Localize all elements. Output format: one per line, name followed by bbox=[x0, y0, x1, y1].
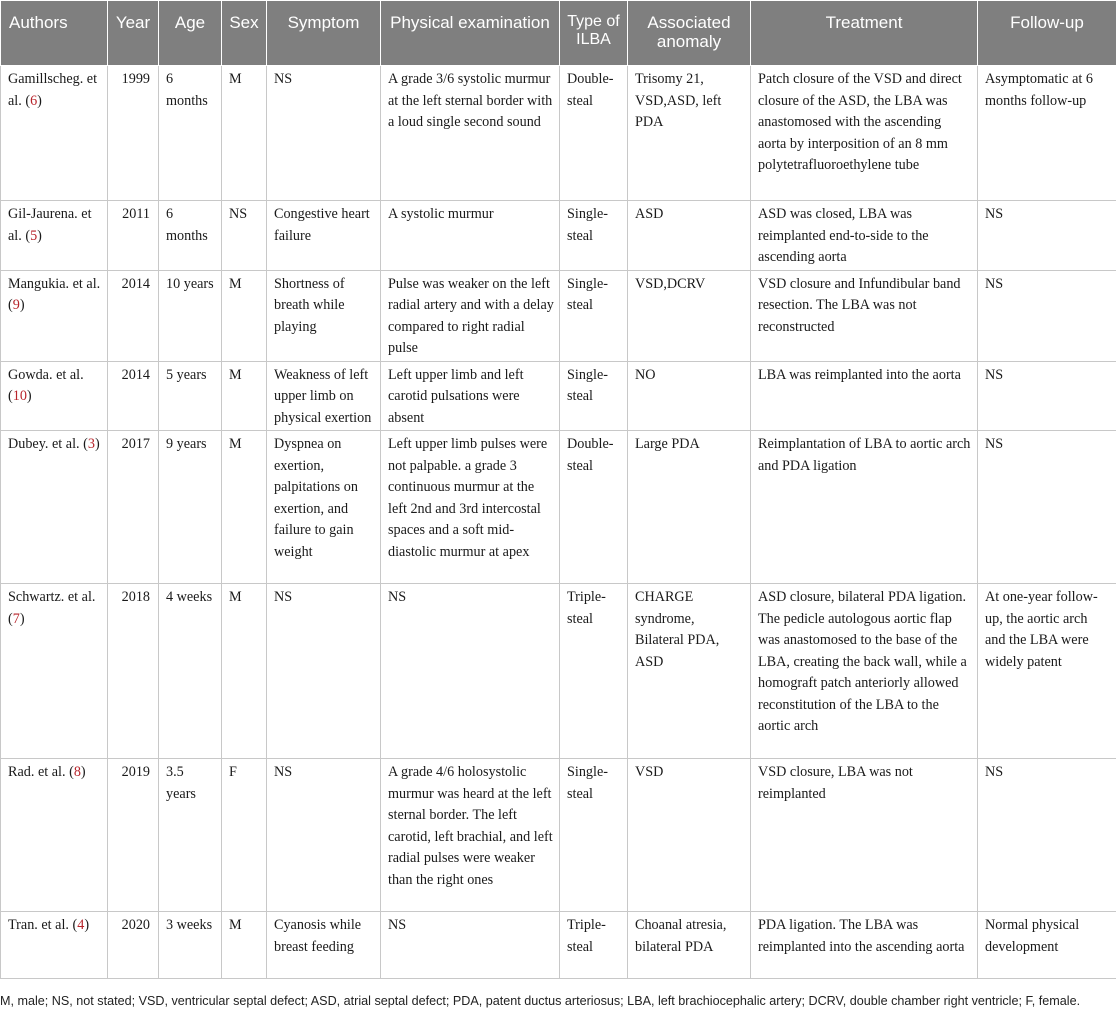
cell-treatment: VSD closure, LBA was not reimplanted bbox=[751, 759, 978, 912]
cell-symptom: Cyanosis while breast feeding bbox=[267, 912, 381, 979]
table-row bbox=[1, 431, 1116, 584]
cell-follow-up: At one-year follow-up, the aortic arch and the LBA were widely patent bbox=[978, 584, 1116, 759]
cell-treatment: VSD closure and Infundibular band resection. The LBA was not reconstructed bbox=[751, 270, 978, 361]
cell-author: Gowda. et al. (10) bbox=[1, 361, 108, 431]
cell-year: 2020 bbox=[108, 912, 159, 979]
cell-physical-exam: Pulse was weaker on the left radial artery and with a delay compared to right radial pulse bbox=[381, 270, 560, 361]
cell-age: 6 months bbox=[159, 201, 222, 271]
cell-sex: M bbox=[222, 431, 267, 584]
cell-sex: M bbox=[222, 66, 267, 201]
cell-treatment: ASD closure, bilateral PDA ligation. The pedicle autologous aortic flap was anastomosed to the base of the LBA, creating the back wall, while a homograft patch anteriorly allowed reconstitution of the LBA to the aortic arch bbox=[751, 584, 978, 759]
cell-symptom: Shortness of breath while playing bbox=[267, 270, 381, 361]
cell-follow-up: NS bbox=[978, 270, 1116, 361]
reference-link[interactable]: 6 bbox=[30, 92, 38, 109]
reference-link[interactable]: 3 bbox=[87, 436, 95, 452]
reference-link[interactable]: 4 bbox=[77, 917, 85, 933]
cell-type: Triple-steal bbox=[560, 584, 628, 759]
cell-year: 2019 bbox=[108, 759, 159, 912]
cell-type: Triple-steal bbox=[560, 912, 628, 979]
cell-author: Tran. et al. (4) bbox=[1, 912, 108, 979]
cell-treatment: PDA ligation. The LBA was reimplanted into the ascending aorta bbox=[751, 912, 978, 979]
author-name: Gil-Jaurena. et al. bbox=[8, 206, 92, 244]
reference-link[interactable]: 5 bbox=[30, 227, 38, 244]
cell-age: 3 weeks bbox=[159, 912, 222, 979]
table-row bbox=[1, 201, 1116, 271]
author-name: Dubey. et al. bbox=[8, 436, 80, 452]
cell-anomaly: Large PDA bbox=[628, 431, 751, 584]
cell-anomaly: Trisomy 21, VSD,ASD, left PDA bbox=[628, 66, 751, 201]
cell-type: Single-steal bbox=[560, 759, 628, 912]
cell-physical-exam: A grade 3/6 systolic murmur at the left sternal border with a loud single second sound bbox=[381, 66, 560, 201]
header-authors: Authors bbox=[1, 1, 108, 66]
cell-author: Dubey. et al. (3) bbox=[1, 431, 108, 584]
cell-physical-exam: Left upper limb pulses were not palpable. a grade 3 continuous murmur at the left 2nd and 3rd intercostal spaces and a soft mid-diastolic murmur at apex bbox=[381, 431, 560, 584]
cell-year: 2017 bbox=[108, 431, 159, 584]
cell-author: Mangukia. et al. (9) bbox=[1, 270, 108, 361]
cell-treatment: Reimplantation of LBA to aortic arch and PDA ligation bbox=[751, 431, 978, 584]
cell-age: 4 weeks bbox=[159, 584, 222, 759]
header-row bbox=[1, 1, 1116, 66]
cell-anomaly: VSD,DCRV bbox=[628, 270, 751, 361]
cell-anomaly: NO bbox=[628, 361, 751, 431]
cell-sex: M bbox=[222, 361, 267, 431]
cell-type: Double-steal bbox=[560, 66, 628, 201]
header-treatment: Treatment bbox=[751, 1, 978, 66]
cell-treatment: Patch closure of the VSD and direct closure of the ASD, the LBA was anastomosed with the ascending aorta by interposition of an 8 mm polytetrafluoroethylene tube bbox=[751, 66, 978, 201]
cell-follow-up: NS bbox=[978, 759, 1116, 912]
cell-type: Single-steal bbox=[560, 270, 628, 361]
cell-year: 2018 bbox=[108, 584, 159, 759]
header-year: Year bbox=[108, 1, 159, 66]
author-name: Schwartz. et al. bbox=[8, 589, 96, 605]
reference-link[interactable]: 10 bbox=[12, 388, 27, 404]
table-row bbox=[1, 361, 1116, 431]
cell-author: Rad. et al. (8) bbox=[1, 759, 108, 912]
author-name: Gowda. et al. bbox=[8, 366, 84, 383]
cell-year: 2014 bbox=[108, 270, 159, 361]
cell-age: 3.5 years bbox=[159, 759, 222, 912]
cell-sex: M bbox=[222, 584, 267, 759]
cell-physical-exam: A systolic murmur bbox=[381, 201, 560, 271]
cell-symptom: Dyspnea on exertion, palpitations on exertion, and failure to gain weight bbox=[267, 431, 381, 584]
cell-age: 9 years bbox=[159, 431, 222, 584]
header-associated-anomaly: Associated anomaly bbox=[628, 1, 751, 66]
cell-treatment: ASD was closed, LBA was reimplanted end-to-side to the ascending aorta bbox=[751, 201, 978, 271]
cell-follow-up: NS bbox=[978, 201, 1116, 271]
cell-year: 2014 bbox=[108, 361, 159, 431]
cell-type: Single-steal bbox=[560, 361, 628, 431]
cell-anomaly: Choanal atresia, bilateral PDA bbox=[628, 912, 751, 979]
cell-anomaly: VSD bbox=[628, 759, 751, 912]
header-type-ilba: Type of ILBA bbox=[560, 1, 628, 66]
table-footnote: M, male; NS, not stated; VSD, ventricular septal defect; ASD, atrial septal defect; PDA, patent ductus arteriosus; LBA, left brachiocephalic artery; DCRV, double chamber right ventricle; F, female. bbox=[0, 994, 1081, 1008]
author-name: Tran. et al. bbox=[8, 917, 69, 933]
cell-age: 6 months bbox=[159, 66, 222, 201]
cell-anomaly: ASD bbox=[628, 201, 751, 271]
cell-symptom: NS bbox=[267, 584, 381, 759]
cell-symptom: Congestive heart failure bbox=[267, 201, 381, 271]
reference-link[interactable]: 9 bbox=[12, 297, 20, 313]
cell-physical-exam: NS bbox=[381, 584, 560, 759]
author-name: Rad. et al. bbox=[8, 764, 66, 780]
table-row bbox=[1, 66, 1116, 201]
cell-anomaly: CHARGE syndrome, Bilateral PDA, ASD bbox=[628, 584, 751, 759]
header-age: Age bbox=[159, 1, 222, 66]
header-follow-up: Follow-up bbox=[978, 1, 1116, 66]
cell-year: 2011 bbox=[108, 201, 159, 271]
cell-type: Single-steal bbox=[560, 201, 628, 271]
cell-symptom: NS bbox=[267, 66, 381, 201]
table-row bbox=[1, 584, 1116, 759]
cell-type: Double-steal bbox=[560, 431, 628, 584]
cell-follow-up: Normal physical development bbox=[978, 912, 1116, 979]
cell-year: 1999 bbox=[108, 66, 159, 201]
cell-follow-up: NS bbox=[978, 431, 1116, 584]
cell-follow-up: NS bbox=[978, 361, 1116, 431]
cell-age: 10 years bbox=[159, 270, 222, 361]
header-physical-exam: Physical examination bbox=[381, 1, 560, 66]
cell-treatment: LBA was reimplanted into the aorta bbox=[751, 361, 978, 431]
table-row bbox=[1, 759, 1116, 912]
table-row bbox=[1, 270, 1116, 361]
cell-sex: F bbox=[222, 759, 267, 912]
cell-physical-exam: NS bbox=[381, 912, 560, 979]
cell-author: Gil-Jaurena. et al. (5) bbox=[1, 201, 108, 271]
table-row bbox=[1, 912, 1116, 979]
cell-follow-up: Asymptomatic at 6 months follow-up bbox=[978, 66, 1116, 201]
author-name: Gamillscheg. et al. bbox=[8, 71, 98, 109]
reference-link[interactable]: 8 bbox=[73, 764, 81, 780]
reference-link[interactable]: 7 bbox=[12, 610, 20, 627]
header-symptom: Symptom bbox=[267, 1, 381, 66]
header-sex: Sex bbox=[222, 1, 267, 66]
cell-author: Schwartz. et al. (7) bbox=[1, 584, 108, 759]
cell-physical-exam: A grade 4/6 holosystolic murmur was heard at the left sternal border. The left carotid, left brachial, and left radial pulses were weaker than the right ones bbox=[381, 759, 560, 912]
cell-sex: M bbox=[222, 270, 267, 361]
cell-sex: M bbox=[222, 912, 267, 979]
author-name: Mangukia. et al. bbox=[8, 275, 101, 292]
cell-sex: NS bbox=[222, 201, 267, 271]
cell-physical-exam: Left upper limb and left carotid pulsations were absent bbox=[381, 361, 560, 431]
cell-age: 5 years bbox=[159, 361, 222, 431]
cell-symptom: NS bbox=[267, 759, 381, 912]
cell-symptom: Weakness of left upper limb on physical exertion bbox=[267, 361, 381, 431]
cell-author: Gamillscheg. et al. (6) bbox=[1, 66, 108, 201]
